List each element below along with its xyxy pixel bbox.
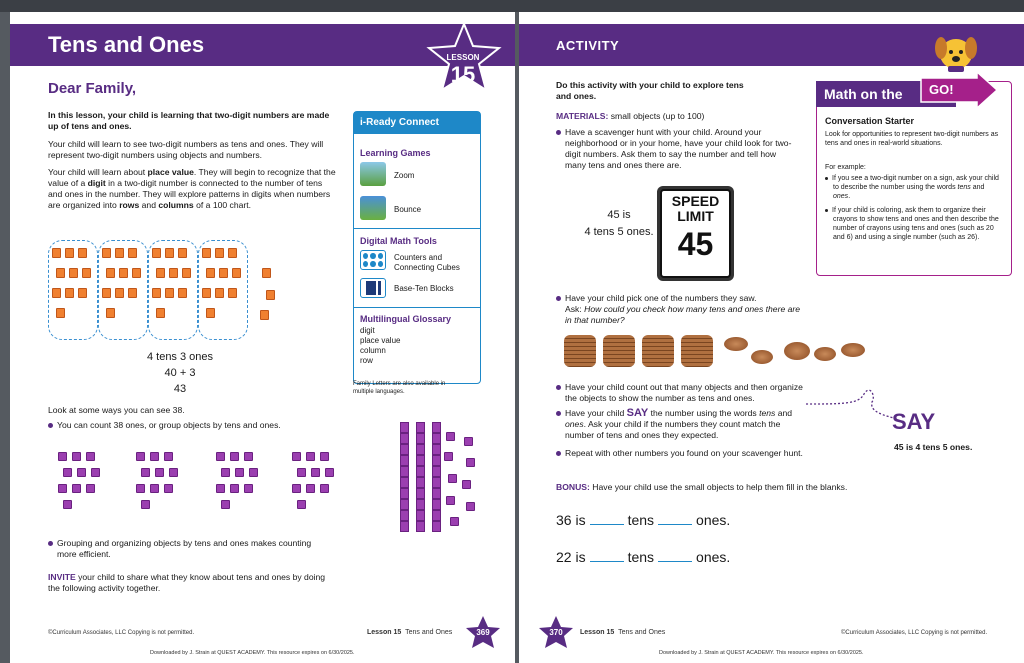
purple-cube [244, 484, 253, 493]
purple-cube [235, 468, 244, 477]
intro-bold: In this lesson, your child is learning that two-digit numbers are made up of tens and ones. [48, 110, 330, 131]
equation-expanded: 40 + 3 [164, 367, 196, 379]
page-number: 369 [476, 628, 490, 637]
go-label: GO! [929, 82, 954, 97]
penny [751, 350, 773, 364]
orange-cube [52, 288, 61, 298]
purple-cube [63, 500, 72, 509]
bullet-2: Grouping and organizing objects by tens and ones makes counting more efficient. [48, 538, 318, 560]
family-note: Family Letters are also available in multiple languages. [353, 381, 446, 395]
say-big: SAY [892, 409, 936, 434]
ten-rod [432, 422, 441, 532]
bullet-dot [556, 130, 561, 135]
purple-cube [230, 452, 239, 461]
orange-cube [128, 248, 137, 258]
orange-cube [152, 288, 161, 298]
purple-cube [311, 468, 320, 477]
zoom-game-icon[interactable] [360, 162, 386, 186]
fill-in-1: 36 is tens ones. [556, 512, 731, 528]
game-zoom[interactable]: Zoom [394, 171, 415, 180]
sign-caption [579, 207, 659, 241]
purple-cube [77, 468, 86, 477]
purple-cube [72, 484, 81, 493]
orange-cube [165, 248, 174, 258]
glossary-term: digit [360, 326, 375, 335]
materials: MATERIALS: small objects (up to 100) [556, 111, 705, 121]
bullet-dot [556, 385, 561, 390]
orange-cube [52, 248, 61, 258]
orange-cube [206, 308, 215, 318]
sign-number: 45 [677, 226, 714, 262]
orange-cube [215, 248, 224, 258]
purple-cube [462, 480, 471, 489]
base-ten-icon[interactable] [360, 278, 386, 298]
purple-cube [292, 484, 301, 493]
bullet-say: Have your child SAY the number using the words tens and ones. Ask your child if the numbers they count match the number of tens and ones they expected. [556, 408, 806, 441]
ten-rod [400, 422, 409, 532]
paragraph-2: Your child will learn about place value. They will begin to recognize that the value of a digit in a two-digit number is connected to the number of tens and ones in the number. They will explore patterns in digits when numbers are organized into rows and columns of a 100 chart. [48, 167, 336, 210]
invite-text: INVITE your child to share what they know about tens and ones by doing the following activity together. [48, 572, 326, 593]
speed-limit-sign [657, 186, 734, 281]
orange-cube [202, 288, 211, 298]
activity-title: ACTIVITY [556, 38, 620, 53]
bullet-1: You can count 38 ones, or group objects by tens and ones. [48, 420, 338, 431]
purple-cube [221, 468, 230, 477]
orange-cube [206, 268, 215, 278]
purple-cube [150, 452, 159, 461]
bullet-dot [825, 177, 828, 180]
learning-games-title: Learning Games [360, 148, 431, 158]
orange-cube [156, 308, 165, 318]
orange-cube [228, 288, 237, 298]
purple-cube [446, 496, 455, 505]
orange-cube [156, 268, 165, 278]
footer-copyright: ©Curriculum Associates, LLC Copying is not permitted. [841, 630, 988, 636]
purple-cube [164, 452, 173, 461]
orange-cube [132, 268, 141, 278]
orange-cube [219, 268, 228, 278]
look-text: Look at some ways you can see 38. [48, 405, 185, 415]
purple-cube [136, 452, 145, 461]
bullet-dot [556, 451, 561, 456]
purple-cube [141, 500, 150, 509]
sign-caption-line: 45 is [607, 209, 631, 221]
say-arrow-icon [804, 384, 904, 424]
purple-cube [141, 468, 150, 477]
purple-cube [325, 468, 334, 477]
viewer-top-bar [0, 0, 1024, 12]
purple-cube [320, 452, 329, 461]
bullet-count: Have your child count out that many objects and then organize the objects to show the number as tens and ones. [556, 382, 806, 404]
orange-cube [56, 308, 65, 318]
purple-cube [216, 484, 225, 493]
go-example: For example: [825, 164, 866, 171]
tool-base-ten[interactable]: Base-Ten Blocks [394, 284, 454, 293]
blank-tens[interactable] [590, 524, 624, 525]
iready-header: i-Ready Connect [354, 112, 480, 134]
orange-cube [119, 268, 128, 278]
orange-cube [56, 268, 65, 278]
orange-cube [115, 288, 124, 298]
sign-caption-line: 4 tens 5 ones. [584, 226, 654, 238]
glossary-term: row [360, 356, 373, 365]
penny [814, 347, 836, 361]
download-note: Downloaded by J. Strain at QUEST ACADEMY. This resource expires on 6/30/2025. [150, 650, 355, 656]
glossary-term: column [360, 346, 386, 355]
bullet-dot [825, 209, 828, 212]
greeting: Dear Family, [48, 80, 137, 97]
divider [354, 228, 480, 229]
orange-cube [182, 268, 191, 278]
game-bounce[interactable]: Bounce [394, 205, 422, 214]
purple-cube [466, 458, 475, 467]
bullet-dot [556, 296, 561, 301]
activity-intro: Do this activity with your child to explore tens and ones. [556, 80, 744, 101]
purple-cube [216, 452, 225, 461]
purple-cube [306, 484, 315, 493]
purple-cube [72, 452, 81, 461]
equation-tens-ones: 4 tens 3 ones [146, 351, 214, 363]
iready-connect-box [353, 111, 481, 384]
purple-cube [244, 452, 253, 461]
dog-mascot-icon [931, 32, 981, 78]
purple-cube [446, 432, 455, 441]
lesson-number: 15 [450, 62, 476, 87]
purple-cube [155, 468, 164, 477]
page-title: Tens and Ones [48, 32, 205, 57]
equation-block [120, 349, 240, 397]
orange-cube [78, 248, 87, 258]
sign-line: LIMIT [677, 208, 714, 224]
say-caption: 45 is 4 tens 5 ones. [894, 442, 973, 452]
fill-in-2: 22 is tens ones. [556, 549, 731, 565]
go-example-1: If you see a two-digit number on a sign, ask your child to describe the number using the words tens and ones. [825, 174, 1003, 201]
coin-stack [603, 335, 635, 367]
tool-counters[interactable]: Counters and Connecting Cubes [394, 253, 460, 272]
purple-cube [63, 468, 72, 477]
orange-cube [115, 248, 124, 258]
go-example-2: If your child is coloring, ask them to organize their crayons to show tens and ones and then describe the number of crayons using tens and ones (such as 20 and 6) and using a single number (such as 26). [825, 206, 1003, 242]
purple-cube [91, 468, 100, 477]
purple-cube [164, 484, 173, 493]
penny [784, 342, 810, 360]
purple-cube [320, 484, 329, 493]
orange-cube [82, 268, 91, 278]
blank-ones[interactable] [658, 524, 692, 525]
penny [841, 343, 865, 357]
glossary-title: Multilingual Glossary [360, 314, 452, 324]
purple-cube [466, 502, 475, 511]
purple-cube [86, 452, 95, 461]
ten-rod [416, 422, 425, 532]
conversation-starter: Conversation Starter [825, 116, 915, 126]
purple-cube [221, 500, 230, 509]
digital-tools-title: Digital Math Tools [360, 236, 437, 246]
go-text: Look for opportunities to represent two-digit numbers as tens and ones in real-world situations. [825, 131, 999, 147]
purple-cube [150, 484, 159, 493]
bullet-repeat: Repeat with other numbers you found on your scavenger hunt. [556, 448, 816, 459]
orange-cube [266, 290, 275, 300]
blank-tens[interactable] [590, 561, 624, 562]
purple-cube [249, 468, 258, 477]
download-note: Downloaded by J. Strain at QUEST ACADEMY. This resource expires on 6/30/2025. [659, 650, 864, 656]
coin-stack [642, 335, 674, 367]
orange-cube [215, 288, 224, 298]
orange-cube [260, 310, 269, 320]
purple-cube [169, 468, 178, 477]
bullet-dot [48, 423, 53, 428]
blank-ones[interactable] [658, 561, 692, 562]
penny [724, 337, 748, 351]
paragraph-1: Your child will learn to see two-digit numbers as tens and ones. They will represent two-digit numbers using objects and numbers. [48, 139, 324, 160]
coin-stack [564, 335, 596, 367]
coin-stack [681, 335, 713, 367]
purple-cube [58, 452, 67, 461]
orange-cube [228, 248, 237, 258]
footer-lesson: Lesson 15 Tens and Ones [580, 629, 666, 636]
orange-cube [106, 268, 115, 278]
sign-line: SPEED [671, 193, 720, 209]
orange-cube [152, 248, 161, 258]
orange-cube [65, 248, 74, 258]
purple-cube [86, 484, 95, 493]
purple-cube [450, 517, 459, 526]
bonus: BONUS: Have your child use the small objects to help them fill in the blanks. [556, 482, 848, 492]
glossary-term: place value [360, 336, 401, 345]
purple-cube [230, 484, 239, 493]
purple-cube [58, 484, 67, 493]
orange-cube [69, 268, 78, 278]
purple-cube [297, 468, 306, 477]
purple-cube [306, 452, 315, 461]
orange-cube [106, 308, 115, 318]
purple-cube [448, 474, 457, 483]
go-title: Math on the [816, 81, 956, 107]
bullet-dot [556, 411, 561, 416]
footer-lesson: Lesson 15 Tens and Ones [367, 629, 453, 636]
glossary-terms [360, 326, 400, 366]
purple-cube [464, 437, 473, 446]
bounce-game-icon[interactable] [360, 196, 386, 220]
counters-icon[interactable] [360, 250, 386, 270]
orange-cube [165, 288, 174, 298]
orange-cube [202, 248, 211, 258]
orange-cube [178, 288, 187, 298]
orange-cube [262, 268, 271, 278]
orange-cube [232, 268, 241, 278]
orange-cube [128, 288, 137, 298]
footer-copyright: ©Curriculum Associates, LLC Copying is not permitted. [48, 630, 195, 636]
bullet-pick: Have your child pick one of the numbers they saw. Ask: How could you check how many tens and ones there are in that number? [556, 293, 806, 326]
left-page [10, 12, 515, 663]
orange-cube [102, 248, 111, 258]
purple-cube [297, 500, 306, 509]
page-number: 370 [549, 628, 563, 637]
purple-cube [136, 484, 145, 493]
orange-cube [178, 248, 187, 258]
bullet-scavenger: Have a scavenger hunt with your child. Around your neighborhood or in your home, have your child look for two-digit numbers. Ask them to say the number and tell how many tens and ones there are. [556, 127, 796, 171]
lesson-label: LESSON [446, 53, 480, 62]
orange-cube [102, 288, 111, 298]
equation-number: 43 [173, 383, 187, 395]
orange-cube [78, 288, 87, 298]
purple-cube [444, 452, 453, 461]
bullet-dot [48, 541, 53, 546]
orange-cube [65, 288, 74, 298]
right-page [519, 12, 1024, 663]
purple-cube [292, 452, 301, 461]
orange-cube [169, 268, 178, 278]
divider [354, 307, 480, 308]
